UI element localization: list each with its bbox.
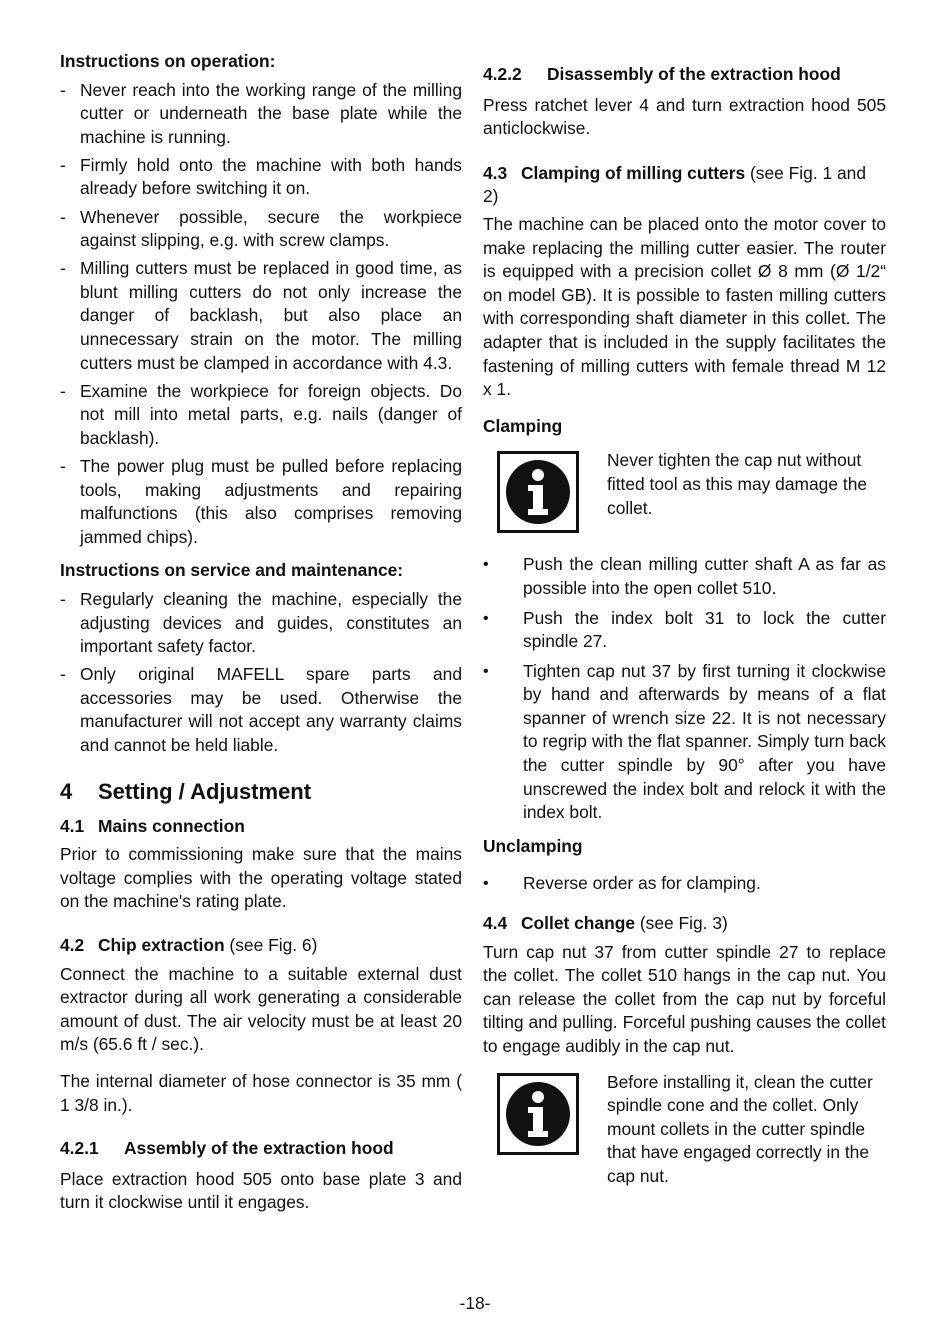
section-heading-4	[60, 778, 462, 806]
section-heading-4-2	[60, 934, 462, 958]
service-instructions-heading: Instructions on service and maintenance:	[60, 560, 404, 581]
hose-diameter-text: The internal diameter of hose connector is 35 mm ( 1 3/8 in.).	[60, 1070, 462, 1115]
hood-assembly-text: Place extraction hood 505 onto base plate 3 and turn it clockwise until it engages.	[60, 1168, 462, 1213]
section-heading-4-2-1	[60, 1137, 462, 1161]
clamping-steps-list	[483, 553, 886, 825]
list-item: • Reverse order as for clamping.	[483, 872, 886, 896]
list-item: - Whenever possible, secure the workpiece against slipping, e.g. with screw clamps.	[60, 206, 462, 253]
clamping-intro-text: The machine can be placed onto the motor cover to make replacing the milling cutter easier. The router is equipped with a precision collet Ø 8 mm (Ø 1/2“ on model GB). It is possible to fasten milling cutters with corresponding shaft diameter in this collet. The adapter that is included in the supply facilitates the fastening of milling cutters with female thread M 12 x 1.	[483, 213, 886, 400]
operation-instructions-heading: Instructions on operation:	[60, 51, 276, 71]
section-number: 4.4	[483, 913, 508, 934]
list-item: • Push the clean milling cutter shaft A as far as possible into the open collet 510.	[483, 553, 886, 600]
list-item: - Regularly cleaning the machine, especially the adjusting devices and guides, constitutes an important safety factor.	[60, 588, 462, 659]
section-number: 4.3	[483, 162, 508, 183]
section-title: Disassembly of the extraction hood	[547, 64, 841, 84]
page-number: -18-	[459, 1293, 491, 1313]
info-icon	[497, 1073, 579, 1155]
list-item: • Tighten cap nut 37 by first turning it clockwise by hand and afterwards by means of a flat spanner of wrench size 22. It is not necessary to regrip with the flat spanner. Simply turn back the cutter spindle by 90° after you have unscrewed the index bolt and relock it with the index bolt.	[483, 660, 886, 825]
collet-info-note	[483, 1073, 886, 1189]
list-item: - The power plug must be pulled before replacing tools, making adjustments and repairing malfunctions (this also comprises removing jammed chips).	[60, 455, 462, 549]
chip-extraction-text: Connect the machine to a suitable external dust extractor during all work generating a considerable amount of dust. The air velocity must be at least 20 m/s (65.6 ft / sec.).	[60, 963, 462, 1055]
section-title: Setting / Adjustment	[98, 778, 312, 804]
section-title: Chip extraction	[98, 935, 225, 955]
section-heading-4-3	[483, 162, 886, 209]
collet-note-text: Before installing it, clean the cutter spindle cone and the collet. Only mount collets in the cutter spindle that have engaged correctly in the cap nut.	[607, 1071, 873, 1186]
collet-change-text: Turn cap nut 37 from cutter spindle 27 to replace the collet. The collet 510 hangs in the cap nut. You can release the collet from the cap nut by forceful tilting and pulling. Forceful pushing causes the collet to engage audibly in the cap nut.	[483, 941, 886, 1056]
section-number: 4	[60, 778, 73, 804]
section-heading-4-4	[483, 912, 886, 936]
figure-reference: (see Fig. 3)	[635, 913, 728, 934]
figure-reference: (see Fig. 1 and 2)	[483, 162, 867, 207]
list-item: - Only original MAFELL spare parts and accessories may be used. Otherwise the manufacturer will not accept any warranty claims and cannot be held liable.	[60, 663, 462, 757]
operation-instructions-list	[60, 79, 462, 550]
list-item: - Never reach into the working range of the milling cutter or underneath the base plate while the machine is running.	[60, 79, 462, 150]
section-title: Mains connection	[98, 815, 245, 836]
list-item: - Milling cutters must be replaced in good time, as blunt milling cutters do not only increase the danger of backlash, but also place an unnecessary strain on the motor. The milling cutters must be clamped in accordance with 4.3.	[60, 257, 462, 375]
section-number: 4.2.2	[483, 64, 522, 84]
section-title: Clamping of milling cutters	[521, 162, 746, 183]
hood-disassembly-text: Press ratchet lever 4 and turn extraction hood 505 anticlockwise.	[483, 94, 886, 139]
info-icon	[497, 451, 579, 533]
list-item: • Push the index bolt 31 to lock the cutter spindle 27.	[483, 607, 886, 654]
clamping-info-note	[483, 451, 886, 533]
section-heading-4-1	[60, 815, 462, 839]
clamping-heading: Clamping	[483, 415, 563, 436]
clamping-note-text: Never tighten the cap nut without fitted tool as this may damage the collet.	[607, 450, 868, 518]
section-heading-4-2-2	[483, 63, 886, 87]
section-title: Collet change	[521, 913, 636, 934]
section-number: 4.1	[60, 815, 85, 836]
list-item: - Examine the workpiece for foreign objects. Do not mill into metal parts, e.g. nails (danger of backlash).	[60, 380, 462, 451]
unclamping-steps-list	[483, 872, 886, 896]
section-number: 4.2.1	[60, 1138, 99, 1159]
unclamping-heading: Unclamping	[483, 835, 583, 856]
list-item: - Firmly hold onto the machine with both hands already before switching it on.	[60, 154, 462, 201]
section-title: Assembly of the extraction hood	[124, 1138, 394, 1159]
figure-reference: (see Fig. 6)	[224, 935, 318, 955]
right-column	[483, 50, 886, 1189]
section-number: 4.2	[60, 935, 85, 955]
service-instructions-list	[60, 588, 462, 758]
mains-connection-text: Prior to commissioning make sure that the mains voltage complies with the operating voltage stated on the machine's rating plate.	[60, 844, 462, 912]
left-column	[60, 50, 462, 1215]
